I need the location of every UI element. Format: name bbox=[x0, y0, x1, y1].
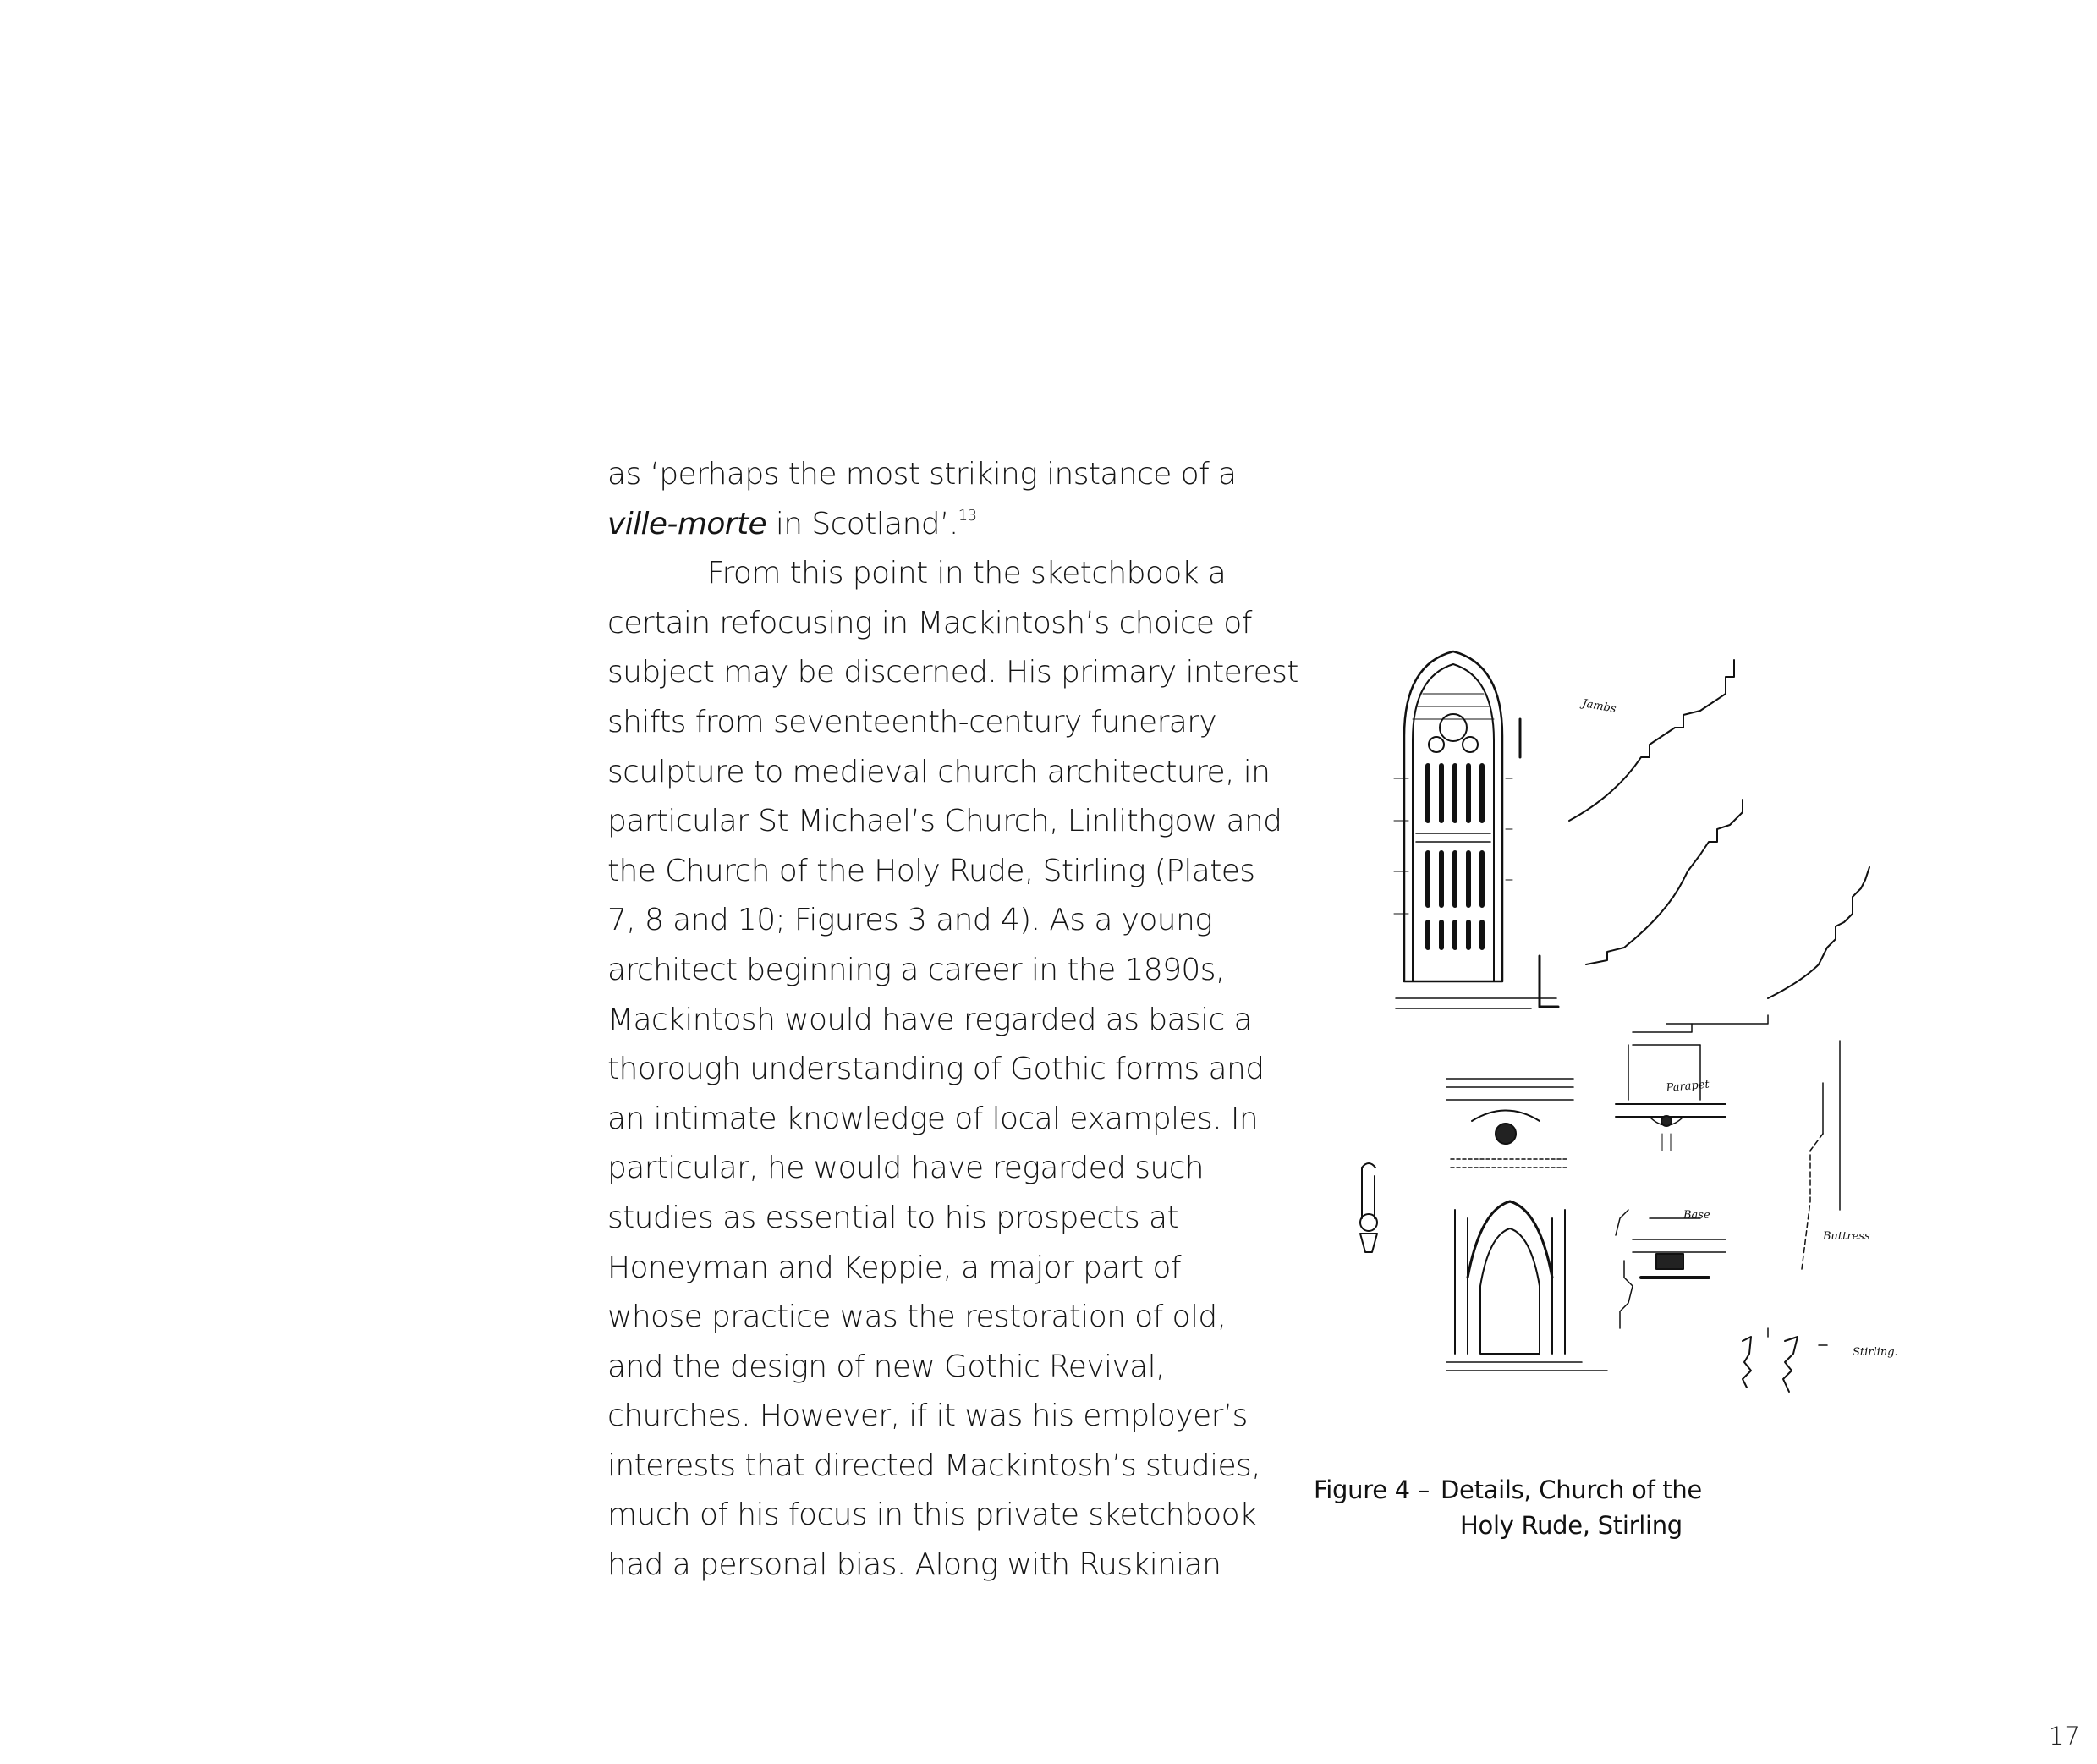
text-line: architect beginning a career in the 1890s, bbox=[607, 952, 1225, 987]
text-line: 7, 8 and 10; Figures 3 and 4). As a young bbox=[607, 903, 1213, 938]
figure-sketch bbox=[1328, 626, 1937, 1413]
gothic-window-sketch bbox=[1394, 651, 1558, 1008]
doorway-sketch bbox=[1360, 1079, 1607, 1371]
figure-label: Figure 4 – bbox=[1314, 1475, 1430, 1504]
paragraph-start-line: From this point in the sketchbook a bbox=[707, 556, 1227, 591]
text-line: Honeyman and Keppie, a major part of bbox=[607, 1250, 1181, 1285]
text-line-2-rest: in Scotland’. bbox=[766, 506, 958, 541]
label-parapet: Parapet bbox=[1666, 1078, 1710, 1095]
label-stirling: Stirling. bbox=[1853, 1346, 1898, 1359]
label-jambs: Jambs bbox=[1581, 697, 1617, 716]
text-line: certain refocusing in Mackintosh’s choice of bbox=[607, 605, 1252, 640]
text-line: and the design of new Gothic Revival, bbox=[607, 1349, 1165, 1384]
body-text bbox=[607, 450, 1318, 1591]
text-line: particular, he would have regarded such bbox=[607, 1151, 1205, 1186]
text-line: the Church of the Holy Rude, Stirling (Plates bbox=[607, 853, 1255, 888]
text-line: thorough understanding of Gothic forms and bbox=[607, 1052, 1265, 1087]
buttress-sketch bbox=[1743, 1041, 1840, 1392]
text-line: churches. However, if it was his employer’s bbox=[607, 1399, 1248, 1434]
label-base: Base bbox=[1683, 1209, 1710, 1222]
caption-line: Holy Rude, Stirling bbox=[1460, 1511, 1683, 1540]
text-line: particular St Michael’s Church, Linlithgow and bbox=[607, 804, 1282, 839]
text-line: sculpture to medieval church architecture, in bbox=[607, 754, 1271, 789]
page-number: 17 bbox=[2049, 1722, 2080, 1750]
text-line: an intimate knowledge of local examples. In bbox=[607, 1101, 1259, 1136]
text-line: much of his focus in this private sketchbook bbox=[607, 1497, 1257, 1533]
italic-term: ville-morte bbox=[607, 506, 767, 541]
text-line: interests that directed Mackintosh’s studies, bbox=[607, 1448, 1261, 1483]
caption-line: Details, Church of the bbox=[1441, 1475, 1702, 1504]
text-line: subject may be discerned. His primary interest bbox=[607, 655, 1298, 690]
label-buttress: Buttress bbox=[1823, 1230, 1870, 1243]
parapet-sketch bbox=[1616, 1024, 1726, 1328]
figure-caption-text bbox=[1441, 1472, 1702, 1543]
text-line: Mackintosh would have regarded as basic a bbox=[607, 1002, 1253, 1037]
text-line: studies as essential to his prospects at bbox=[607, 1200, 1178, 1235]
text-line-1: as ‘perhaps the most striking instance of a bbox=[607, 457, 1237, 492]
text-line: whose practice was the restoration of old, bbox=[607, 1300, 1227, 1335]
text-line: had a personal bias. Along with Ruskinian bbox=[607, 1547, 1221, 1583]
text-line-2 bbox=[607, 500, 1318, 550]
footnote-marker[interactable]: 13 bbox=[958, 506, 977, 525]
text-line: shifts from seventeenth-century funerary bbox=[607, 704, 1217, 739]
